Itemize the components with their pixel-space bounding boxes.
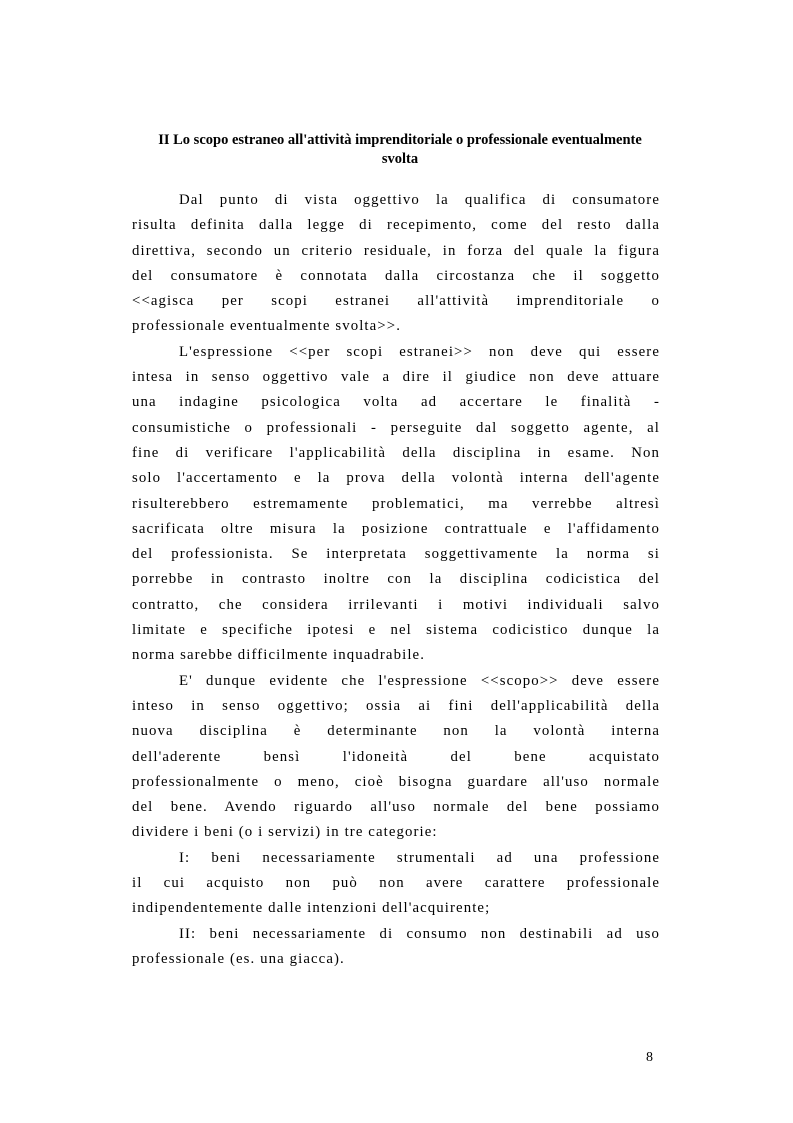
text-line: professionale eventualmente svolta>>. bbox=[132, 318, 401, 335]
text-line: professionalmente o meno, cioè bisogna guardare all'uso normale bbox=[132, 773, 660, 790]
text-line: intesa in senso oggettivo vale a dire il giudice non deve attuare bbox=[132, 369, 660, 386]
text-line: professionale (es. una giacca). bbox=[132, 950, 345, 967]
text-line: porrebbe in contrasto inoltre con la disciplina codicistica del bbox=[132, 571, 660, 588]
text-line: una indagine psicologica volta ad accertare le finalità - bbox=[132, 394, 660, 411]
text-line: Dal punto di vista oggettivo la qualifica di consumatore bbox=[179, 192, 660, 208]
text-line: limitate e specifiche ipotesi e nel sistema codicistico dunque la bbox=[132, 622, 660, 639]
page-number: 8 bbox=[646, 1050, 653, 1065]
text-line: L'espressione <<per scopi estranei>> non deve qui essere bbox=[179, 343, 660, 360]
text-line: E' dunque evidente che l'espressione <<scopo>> deve essere bbox=[179, 672, 660, 689]
text-line: direttiva, secondo un criterio residuale, in forza del quale la figura bbox=[132, 242, 660, 259]
text-line: risulterebbero estremamente problematici, ma verrebbe altresì bbox=[132, 495, 660, 512]
section-heading bbox=[140, 131, 660, 169]
text-line: I: beni necessariamente strumentali ad una professione bbox=[179, 849, 660, 866]
text-line: risulta definita dalla legge di recepimento, come del resto dalla bbox=[132, 217, 660, 234]
text-line: del consumatore è connotata dalla circostanza che il soggetto bbox=[132, 267, 660, 284]
text-line: fine di verificare l'applicabilità della disciplina in esame. Non bbox=[132, 444, 660, 461]
text-line: norma sarebbe difficilmente inquadrabile. bbox=[132, 647, 425, 664]
text-line: solo l'accertamento e la prova della volontà interna dell'agente bbox=[132, 470, 660, 487]
text-line: nuova disciplina è determinante non la volontà interna bbox=[132, 723, 660, 740]
text-line: II: beni necessariamente di consumo non destinabili ad uso bbox=[179, 925, 660, 942]
section-heading-line-1: II Lo scopo estraneo all'attività imprenditoriale o professionale eventualmente bbox=[158, 132, 642, 148]
text-line: <<agisca per scopi estranei all'attività imprenditoriale o bbox=[132, 293, 660, 310]
text-line: consumistiche o professionali - perseguite dal soggetto agente, al bbox=[132, 419, 660, 436]
text-line: sacrificata oltre misura la posizione contrattuale e l'affidamento bbox=[132, 520, 660, 537]
text-line: contratto, che considera irrilevanti i motivi individuali salvo bbox=[132, 596, 660, 613]
text-line: indipendentemente dalle intenzioni dell'acquirente; bbox=[132, 900, 491, 917]
text-line: il cui acquisto non può non avere carattere professionale bbox=[132, 875, 660, 892]
section-heading-line-2: svolta bbox=[381, 151, 419, 167]
text-line: dell'aderente bensì l'idoneità del bene acquistato bbox=[132, 748, 660, 765]
text-line: inteso in senso oggettivo; ossia ai fini dell'applicabilità della bbox=[132, 697, 660, 714]
text-line: del bene. Avendo riguardo all'uso normale del bene possiamo bbox=[132, 799, 660, 816]
text-line: dividere i beni (o i servizi) in tre categorie: bbox=[132, 824, 438, 841]
body-text bbox=[132, 188, 660, 972]
text-line: del professionista. Se interpretata soggettivamente la norma si bbox=[132, 546, 660, 563]
